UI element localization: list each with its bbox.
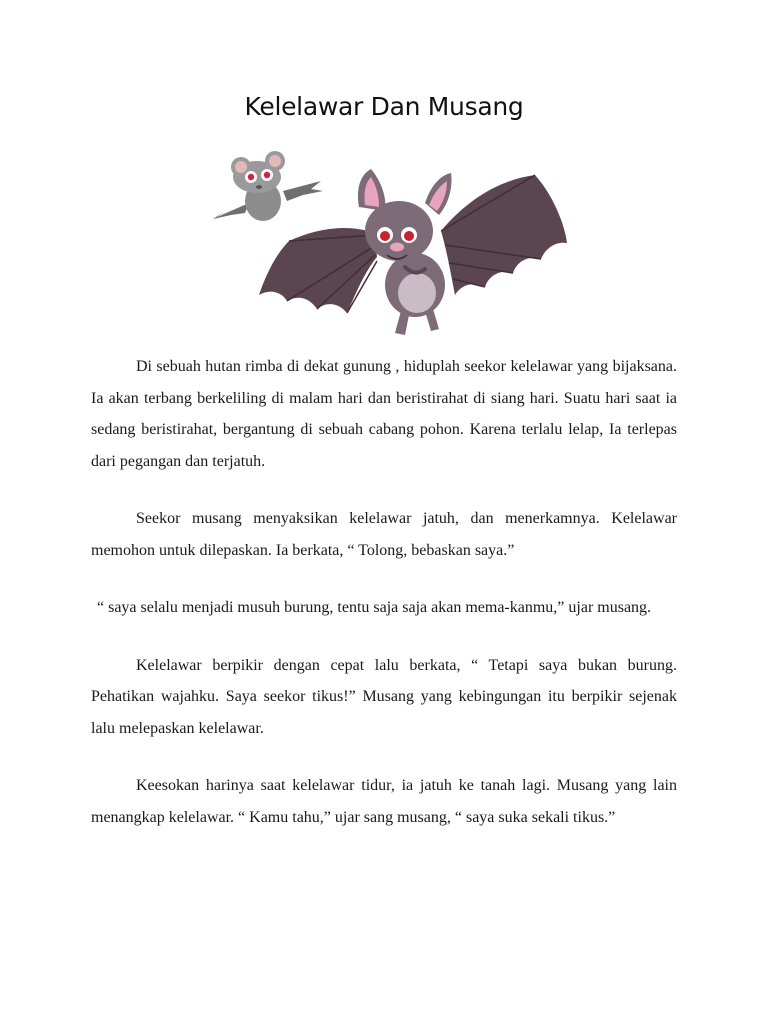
small-gray-bat-icon	[213, 151, 323, 221]
story-paragraph: Di sebuah hutan rimba di dekat gunung , hiduplah seekor kelelawar yang bijaksana. Ia akan terbang berkeliling di malam hari dan beristirahat di siang hari. Suatu hari saat ia sedang beristirahat, bergantung di sebuah cabang pohon. Karena terlalu lelap, Ia terlepas dari pegangan dan terjatuh.	[91, 358, 677, 470]
story-paragraph: Keesokan harinya saat kelelawar tidur, ia jatuh ke tanah lagi. Musang yang lain menangkap kelelawar. “ Kamu tahu,” ujar sang musang, “ saya suka sekali tikus.”	[91, 777, 677, 826]
story-title: Kelelawar Dan Musang	[244, 92, 524, 121]
bat-illustration	[205, 145, 575, 345]
story-paragraph: “ saya selalu menjadi musuh burung, tentu saja saja akan mema-kanmu,” ujar musang.	[97, 599, 652, 616]
story-paragraph: Kelelawar berpikir dengan cepat lalu berkata, “ Tetapi saya bukan burung. Pehatikan wajahku. Saya seekor tikus!” Musang yang kebingungan itu berpikir sejenak lalu melepaskan kelelawar.	[91, 656, 677, 737]
story-text	[91, 351, 677, 859]
story-paragraph: Seekor musang menyaksikan kelelawar jatuh, dan menerkamnya. Kelelawar memohon untuk dilepaskan. Ia berkata, “ Tolong, bebaskan saya.”	[91, 510, 677, 559]
